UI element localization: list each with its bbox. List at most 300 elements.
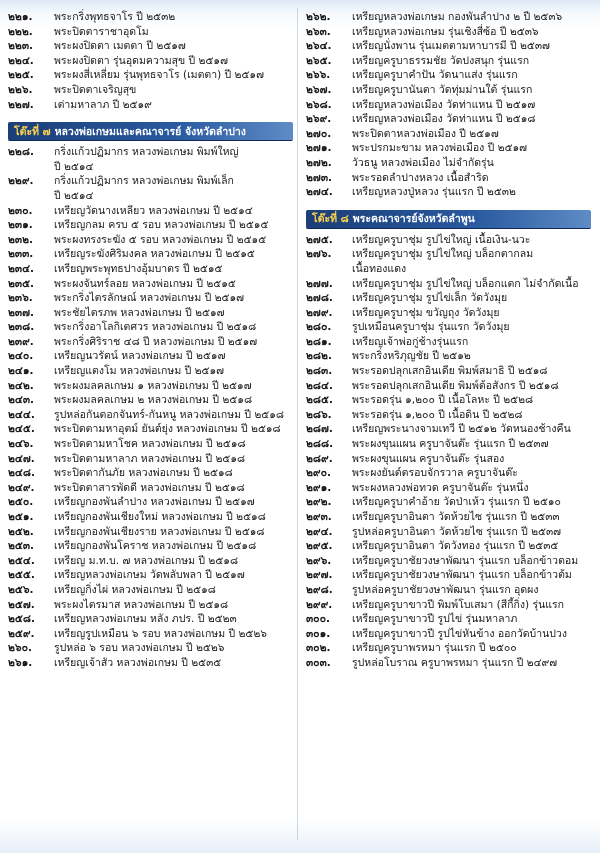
item-number: ๒๒๖. (8, 83, 33, 96)
item-title: เหรียญกองพันลำปาง หลวงพ่อเกษม ปี ๒๕๑๗ (54, 496, 255, 509)
section-header-table-8 (306, 210, 591, 228)
item-number: ๒๙๑. (306, 481, 332, 494)
item-number: ๒๕๔. (8, 554, 35, 567)
item-text (54, 379, 293, 394)
item-number: ๒๓๖. (8, 292, 33, 305)
item-title: เหรียญระฆังศิริมงคล หลวงพ่อเกษม ปี ๒๕๑๕ (54, 248, 255, 261)
item-text (352, 68, 591, 83)
list-item (306, 481, 591, 496)
item-text (352, 247, 591, 276)
item-number: ๒๖๖. (306, 69, 331, 82)
item-text (352, 349, 591, 364)
item-number: ๒๒๔. (8, 54, 34, 67)
item-text (54, 627, 293, 642)
item-number: ๒๗๘. (306, 292, 333, 305)
item-number: ๒๔๙. (8, 481, 35, 494)
item-title: เหรียญหลวงพ่อเกษม กองพันลำปาง ๒ ปี ๒๕๓๖ (352, 11, 563, 23)
item-number: ๒๘๒. (306, 350, 332, 363)
item-number: ๒๓๙. (8, 335, 34, 348)
item-title: เหรียญครูบาพรหมา รุ่นแรก ปี ๒๕๐๐ (352, 642, 517, 655)
item-number: ๒๔๕. (8, 423, 35, 436)
section-table-number: โต๊ะที่ ๗ (14, 125, 51, 138)
item-number: ๒๘๗. (306, 423, 333, 436)
item-number: ๒๒๗. (8, 98, 34, 111)
item-number: ๒๙๕. (306, 540, 333, 553)
item-text (352, 466, 591, 481)
item-text (54, 393, 293, 408)
item-number: ๒๒๙. (8, 175, 34, 188)
item-number: ๒๖๑. (8, 656, 33, 669)
item-number: ๒๗๔. (306, 186, 333, 199)
item-title: พระรอดลำปางหลวง เนื้อสำริด (352, 171, 489, 184)
item-number: ๒๕๖. (8, 583, 34, 596)
column-divider (297, 8, 298, 840)
item-text (352, 306, 591, 321)
list-item (8, 145, 293, 174)
item-text (352, 54, 591, 69)
list-item (306, 656, 591, 671)
item-number: ๒๙๖. (306, 554, 332, 567)
list-item (8, 568, 293, 583)
item-number: ๒๖๒. (306, 11, 331, 23)
item-number: ๒๘๖. (306, 408, 332, 421)
item-text (54, 452, 293, 467)
item-text (352, 583, 591, 598)
list-item (306, 452, 591, 467)
item-text (54, 98, 293, 113)
item-title: เหรียญครูบาชัยวงษาพัฒนา รุ่นแรก บล็อกข้าวตอม (352, 554, 579, 567)
item-number: ๒๖๘. (306, 98, 332, 111)
list-item (306, 641, 591, 656)
item-title: เหรียญหลวงปู่หลวง รุ่นแรก ปี ๒๕๓๒ (352, 186, 516, 199)
item-text (54, 539, 293, 554)
item-number: ๒๕๒. (8, 525, 34, 538)
item-title: พระปิดตามหาอุตม์ ยันต์ยุ่ง หลวงพ่อเกษม ปี ๒๕๑๘ (54, 423, 281, 436)
item-number: ๒๙๗. (306, 569, 333, 582)
item-number: ๒๗๒. (306, 156, 332, 169)
item-text (54, 10, 293, 25)
item-text (352, 156, 591, 171)
list-item (306, 393, 591, 408)
list-item (306, 495, 591, 510)
list-item (306, 568, 591, 583)
item-number: ๒๕๘. (8, 613, 35, 626)
item-text (54, 598, 293, 613)
item-title: พระรอดปลุกเสกอินเดีย พิมพ์สมาธิ ปี ๒๕๑๘ (352, 365, 548, 378)
item-text (352, 525, 591, 540)
item-text (54, 466, 293, 481)
item-number: ๒๔๓. (8, 394, 35, 407)
item-title: พระรอดปลุกเสกอินเดีย พิมพ์ต้อสังกร ปี ๒๕๑๘ (352, 379, 559, 392)
item-title: พระรอดรุ่น ๑,๒๐๐ ปี เนื้อดิน ปี ๒๕๒๘ (352, 408, 523, 421)
item-title: พระปิดตาสารพัดดี หลวงพ่อเกษม ปี ๒๕๑๘ (54, 481, 245, 494)
list-item (8, 495, 293, 510)
item-number: ๒๖๗. (306, 83, 332, 96)
item-text (352, 598, 591, 613)
list-item (8, 233, 293, 248)
list-item (8, 598, 293, 613)
item-number: ๒๘๙. (306, 452, 333, 465)
list-item (8, 277, 293, 292)
item-number: ๒๕๙. (8, 627, 35, 640)
list-item (306, 335, 591, 350)
list-item (8, 335, 293, 350)
item-title: รูปหล่อโบราณ ครูบาพรหมา รุ่นแรก ปี ๒๔๙๗ (352, 656, 558, 669)
list-item (306, 171, 591, 186)
list-item (8, 422, 293, 437)
item-title: เหรียญกองพันโคราช หลวงพ่อเกษม ปี ๒๕๑๘ (54, 540, 257, 553)
item-number: ๒๔๒. (8, 379, 34, 392)
list-item (306, 320, 591, 335)
item-number: ๒๔๑. (8, 365, 34, 378)
right-column (306, 10, 591, 671)
item-text (352, 10, 591, 25)
item-title: รูปหล่อครูบาชัยวงษาพัฒนา รุ่นแรก อุดผง (352, 583, 539, 596)
item-number: ๒๕๓. (8, 540, 35, 553)
item-text (352, 627, 591, 642)
item-text (54, 437, 293, 452)
item-title: พระชัยไตรภพ หลวงพ่อเกษม ปี ๒๕๑๗ (54, 306, 225, 319)
item-number: ๒๕๐. (8, 496, 34, 509)
item-title: เหรียญครูบาขาวปี รูปไข่หันข้าง ออกวัดบ้านปวง (352, 627, 567, 640)
item-number: ๒๗๗. (306, 277, 333, 290)
entry-list (306, 10, 591, 200)
item-number: ๒๒๕. (8, 69, 34, 82)
item-number: ๒๓๘. (8, 321, 35, 334)
item-number: ๒๘๑. (306, 335, 332, 348)
item-text (352, 291, 591, 306)
list-item (8, 364, 293, 379)
item-text (54, 364, 293, 379)
item-number: ๒๖๕. (306, 54, 332, 67)
item-text (352, 408, 591, 423)
list-item (8, 525, 293, 540)
item-number: ๓๐๓. (306, 656, 331, 669)
item-number: ๒๖๙. (306, 113, 332, 126)
list-item (8, 612, 293, 627)
list-item (306, 583, 591, 598)
item-title: กริ่งแก้วปฏิมากร หลวงพ่อเกษม พิมพ์ใหญ่ (54, 146, 239, 159)
item-number: ๒๒๑. (8, 11, 33, 23)
list-item (306, 112, 591, 127)
item-text (352, 495, 591, 510)
list-item (8, 291, 293, 306)
item-text (352, 539, 591, 554)
item-text (54, 83, 293, 98)
item-text (352, 422, 591, 437)
item-text (352, 98, 591, 113)
item-text (352, 127, 591, 142)
list-item (306, 68, 591, 83)
item-number: ๒๓๐. (8, 204, 33, 217)
item-title: เหรียญครูบาชุ่ม รูปไข่ใหญ่ บล็อกแตก ไม่จำกัดเนื้อ (352, 277, 579, 290)
list-item (8, 25, 293, 40)
item-text (352, 510, 591, 525)
item-text (352, 612, 591, 627)
list-item (306, 510, 591, 525)
item-number: ๒๙๐. (306, 467, 332, 480)
list-item (8, 54, 293, 69)
list-item (306, 525, 591, 540)
list-item (8, 627, 293, 642)
item-text (54, 495, 293, 510)
item-number: ๒๒๒. (8, 25, 33, 38)
item-number: ๒๓๕. (8, 277, 35, 290)
item-title: เหรียญครูบาคำอ้าย วัดป่าเห้ว รุ่นแรก ปี ๒๕๑๐ (352, 496, 561, 509)
item-number: ๒๓๒. (8, 233, 34, 246)
item-number: ๓๐๑. (306, 627, 331, 640)
item-title: เหรียญครูบาธรรมชัย วัดปงสนุก รุ่นแรก (352, 54, 530, 67)
item-text (352, 656, 591, 671)
list-item (306, 54, 591, 69)
item-title: เหรียญหลวงพ่อเกษม รุ่นเชิงสี่ซ้อ ปี ๒๕๓๖ (352, 25, 539, 38)
item-number: ๒๘๐. (306, 321, 332, 334)
item-title: เหรียญกองพันเชียงใหม่ หลวงพ่อเกษม ปี ๒๕๑๘ (54, 511, 266, 523)
item-title: พระปรกมะขาม หลวงพ่อเมือง ปี ๒๕๑๗ (352, 142, 528, 155)
item-text (54, 291, 293, 306)
item-number: ๒๔๘. (8, 467, 35, 480)
item-title: เหรียญนั่งพาน รุ่นเมตตามหาบารมี ปี ๒๕๓๗ (352, 40, 550, 53)
list-item (306, 291, 591, 306)
item-number: ๒๔๗. (8, 452, 35, 465)
item-text (352, 452, 591, 467)
list-item (306, 306, 591, 321)
item-title: เหรียญครูบาคำปัน วัดนาแส่ง รุ่นแรก (352, 69, 518, 82)
item-text (54, 145, 293, 174)
item-number: ๓๐๐. (306, 613, 330, 626)
item-text (54, 39, 293, 54)
list-item (306, 554, 591, 569)
item-text (54, 247, 293, 262)
item-text (54, 320, 293, 335)
item-text (54, 218, 293, 233)
list-item (8, 393, 293, 408)
item-title: เหรียญครูบาขาวปี รูปไข่ รุ่นมหาลาภ (352, 613, 518, 626)
item-title: เหรียญครูบาขาวปี พิมพ์โบเสมา (สีกี้กิ่ง) รุ่นแรก (352, 598, 565, 611)
item-text (352, 112, 591, 127)
item-text (54, 568, 293, 583)
list-item (8, 349, 293, 364)
item-title: เต่ามหาลาภ ปี ๒๕๑๙ (54, 98, 152, 111)
item-number: ๒๙๔. (306, 525, 333, 538)
item-number: ๒๙๘. (306, 583, 333, 596)
list-item (306, 627, 591, 642)
list-item (306, 233, 591, 248)
item-number: ๒๕๗. (8, 598, 35, 611)
item-number: ๒๖๓. (306, 25, 331, 38)
item-title: พระผงหลวงพ่อทวด ครูบาจันต๊ะ รุ่นหนึ่ง (352, 481, 529, 494)
left-column (8, 10, 293, 671)
list-item (306, 156, 591, 171)
item-title: พระปิดตามหาโชค หลวงพ่อเกษม ปี ๒๕๑๘ (54, 438, 246, 451)
item-text (54, 525, 293, 540)
item-title: พระปิดตาหลวงพ่อเมือง ปี ๒๕๑๗ (352, 127, 499, 140)
section-table-number: โต๊ะที่ ๘ (312, 213, 349, 226)
list-item (306, 277, 591, 292)
list-item (8, 218, 293, 233)
list-item (8, 408, 293, 423)
item-title: เหรียญครูบาชัยวงษาพัฒนา รุ่นแรก บล็อกข้าวต้ม (352, 569, 572, 582)
item-text (352, 39, 591, 54)
section-title: หลวงพ่อเกษมและคณาจารย์ จังหวัดลำปาง (54, 125, 246, 138)
item-title: เหรียญครูบาอินตา วัดห้วยไซ รุ่นแรก ปี ๒๕๓๓ (352, 511, 560, 523)
list-item (306, 612, 591, 627)
item-title: เหรียญแตงโม หลวงพ่อเกษม ปี ๒๕๑๗ (54, 365, 225, 378)
item-text (54, 408, 293, 423)
item-title: เหรียญเจ้าสัว หลวงพ่อเกษม ปี ๒๕๓๕ (54, 656, 222, 669)
list-item (306, 466, 591, 481)
section-title: พระคณาจารย์จังหวัดลำพูน (352, 213, 475, 226)
item-title: เหรียญครูบาชุ่ม รูปไข่ใหญ่ บล็อกตากลม (352, 248, 534, 261)
list-item (8, 510, 293, 525)
item-title: พระปิดตามหาลาภ หลวงพ่อเกษม ปี ๒๕๑๘ (54, 452, 246, 465)
list-item (8, 39, 293, 54)
item-title: เหรียญครูบาชุ่ม รูปไข่เล็ก วัดวังมุย (352, 292, 508, 305)
item-title: รูปหล่อกันตอกจันทร์-กันหนู หลวงพ่อเกษม ปี ๒๕๑๘ (54, 408, 285, 421)
item-title: เหรียญครูบาชุ่ม ขวัญถุง วัดวังมุย (352, 306, 500, 319)
item-title: พระผงขุนแผน ครูบาจันต๊ะ รุ่นแรก ปี ๒๕๓๗ (352, 438, 549, 451)
item-text (352, 277, 591, 292)
item-continuation: ปี ๒๕๑๔ (54, 189, 94, 202)
item-text (352, 437, 591, 452)
item-text (54, 68, 293, 83)
item-number: ๒๖๔. (306, 40, 332, 53)
item-number: ๒๘๕. (306, 394, 333, 407)
list-item (306, 364, 591, 379)
item-text (54, 510, 293, 525)
item-text (54, 262, 293, 277)
list-item (8, 466, 293, 481)
item-number: ๒๔๐. (8, 350, 34, 363)
item-text (54, 25, 293, 40)
item-text (54, 277, 293, 292)
item-number: ๒๗๖. (306, 248, 332, 261)
item-number: ๒๗๓. (306, 171, 332, 184)
list-item (8, 306, 293, 321)
list-item (8, 452, 293, 467)
list-item (306, 127, 591, 142)
list-item (8, 539, 293, 554)
item-title: เหรียญ ม.ท.บ. ๗ หลวงพ่อเกษม ปี ๒๕๑๘ (54, 554, 239, 567)
item-text (54, 554, 293, 569)
item-title: เหรียญกิ่งไผ่ หลวงพ่อเกษม ปี ๒๕๑๘ (54, 583, 216, 596)
list-item (306, 437, 591, 452)
item-number: ๒๓๗. (8, 306, 34, 319)
item-number: ๒๗๑. (306, 142, 332, 155)
item-title: เหรียญครูบาชุ่ม รูปไข่ใหญ่ เนื้อเงิน-นวะ (352, 233, 531, 246)
list-item (8, 247, 293, 262)
section-header-table-7 (8, 122, 293, 140)
item-text (352, 335, 591, 350)
item-text (352, 379, 591, 394)
item-title: เหรียญพระนางจามเทวี ปี ๒๕๑๒ วัดหนองช้างคืน (352, 423, 571, 436)
item-title: พระผงปิดตา เมตตา ปี ๒๕๑๗ (54, 40, 186, 53)
list-item (8, 10, 293, 25)
item-number: ๒๘๓. (306, 365, 333, 378)
item-title: วัวธนู หลวงพ่อเมือง ไม่จำกัดรุ่น (352, 156, 494, 169)
list-item (306, 25, 591, 40)
item-title: พระกริ่งศิริราช ๔๘ ปี หลวงพ่อเกษม ปี ๒๕๑๗ (54, 335, 258, 348)
item-number: ๒๗๕. (306, 233, 333, 246)
item-title: พระรอดรุ่น ๑,๒๐๐ ปี เนื้อโลหะ ปี ๒๕๒๘ (352, 394, 534, 407)
item-text (352, 364, 591, 379)
item-title: เหรียญหลวงพ่อเกษม หลัง ภปร. ปี ๒๕๒๓ (54, 613, 237, 626)
item-title: เหรียญหลวงพ่อเมือง วัดท่าแหน ปี ๒๕๑๘ (352, 113, 536, 126)
item-text (352, 393, 591, 408)
item-text (352, 641, 591, 656)
list-item (8, 481, 293, 496)
item-title: พระปิดตาราชาอุดโม (54, 25, 149, 38)
item-number: ๒๘๔. (306, 379, 333, 392)
item-title: พระผงไตรมาส หลวงพ่อเกษม ปี ๒๕๑๘ (54, 598, 229, 611)
list-item (306, 83, 591, 98)
item-title: รูปหล่อครูบาอินตา วัดห้วยไซ รุ่นแรก ปี ๒๕๓๗ (352, 525, 562, 538)
item-number: ๒๘๘. (306, 438, 334, 451)
list-item (8, 320, 293, 335)
item-title: พระผงปิดตา รุ่นอุดมความสุข ปี ๒๕๑๗ (54, 54, 228, 67)
item-title: พระผงยันต์ตรอบจักรวาล ครูบาจันต๊ะ (352, 467, 518, 480)
list-item (8, 641, 293, 656)
item-text (54, 54, 293, 69)
list-item (306, 39, 591, 54)
item-title: เหรียญพระพุทธปางอุ้มบาตร ปี ๒๕๑๕ (54, 262, 223, 275)
item-text (54, 422, 293, 437)
list-item (8, 83, 293, 98)
list-item (306, 598, 591, 613)
item-title: เหรียญหลวงพ่อเมือง วัดท่าแหน ปี ๒๕๑๗ (352, 98, 536, 111)
list-item (306, 247, 591, 276)
item-title: พระผงทรงระฆัง ๕ รอบ หลวงพ่อเกษม ปี ๒๕๑๕ (54, 233, 267, 246)
item-text (352, 185, 591, 200)
item-title: พระผงมลคลเกษม ๒ หลวงพ่อเกษม ปี ๒๕๑๘ (54, 394, 253, 407)
list-item (8, 204, 293, 219)
item-text (352, 320, 591, 335)
item-number: ๒๙๒. (306, 496, 332, 509)
item-title: พระผงมลคลเกษม ๑ หลวงพ่อเกษม ปี ๒๕๑๗ (54, 379, 252, 392)
list-item (306, 185, 591, 200)
entry-list (306, 233, 591, 671)
item-title: พระผงขุนแผน ครูบาจันต๊ะ รุ่นสอง (352, 452, 505, 465)
item-number: ๒๕๕. (8, 569, 35, 582)
item-title: พระปิดตาเจริญสุข (54, 83, 137, 96)
item-text (54, 481, 293, 496)
list-item (8, 437, 293, 452)
item-text (54, 583, 293, 598)
item-number: ๒๔๖. (8, 438, 34, 451)
item-text (352, 25, 591, 40)
item-number: ๒๗๐. (306, 127, 332, 140)
item-text (352, 233, 591, 248)
item-text (352, 481, 591, 496)
list-item (8, 262, 293, 277)
item-number: ๒๙๙. (306, 598, 333, 611)
item-title: พระกริ่งพุทธจาโร ปี ๒๕๓๒ (54, 11, 176, 23)
item-continuation: เนื้อทองแดง (352, 262, 407, 275)
list-item (8, 174, 293, 203)
item-number: ๒๖๐. (8, 642, 32, 655)
item-title: เหรียญนวรัตน์ หลวงพ่อเกษม ปี ๒๕๑๗ (54, 350, 226, 363)
item-text (54, 656, 293, 671)
item-text (352, 141, 591, 156)
list-item (306, 539, 591, 554)
item-number: ๒๒๓. (8, 40, 34, 53)
item-text (352, 568, 591, 583)
item-number: ๒๓๑. (8, 219, 33, 232)
item-title: พระผงสี่เหลี่ยม รุ่นพุทธจาโร (เมตตา) ปี ๒๕๑๗ (54, 69, 264, 82)
list-item (306, 98, 591, 113)
item-title: เหรียญหลวงพ่อเกษม วัดพลับพลา ปี ๒๕๑๗ (54, 569, 245, 582)
item-number: ๓๐๒. (306, 642, 331, 655)
